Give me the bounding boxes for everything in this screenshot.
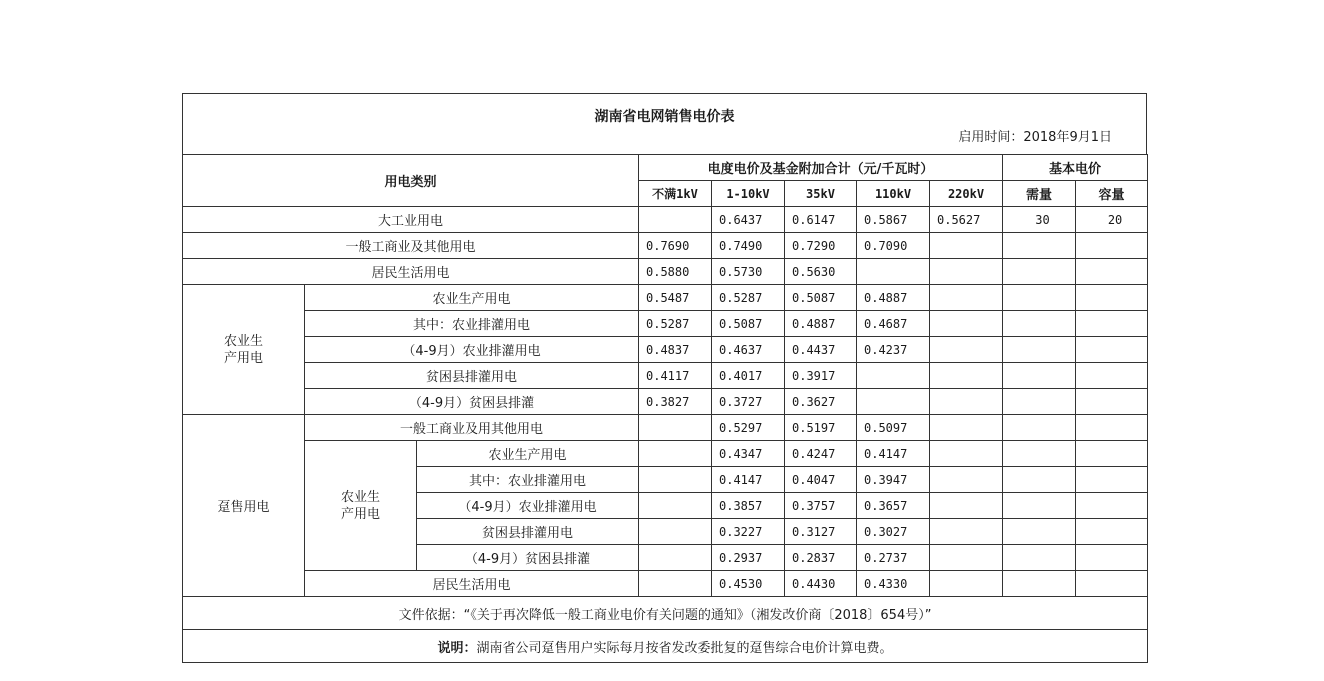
table-row [183,363,1148,389]
empty-cell [930,233,1003,259]
price-cell: 0.5087 [785,285,857,311]
table-row [183,571,1148,597]
energy-price-header: 电度电价及基金附加合计（元/千瓦时） [639,155,1003,181]
price-cell: 0.4330 [857,571,930,597]
row-label: 一般工商业及其他用电 [183,233,639,259]
empty-cell [639,519,712,545]
empty-cell [639,493,712,519]
voltage-220kv-header: 220kV [930,181,1003,207]
empty-cell [1076,415,1148,441]
table-row [183,259,1148,285]
empty-cell [930,441,1003,467]
price-cell: 0.4430 [785,571,857,597]
table-row [183,207,1148,233]
empty-cell [1076,285,1148,311]
table-row [183,285,1148,311]
empty-cell [930,389,1003,415]
price-cell: 0.3027 [857,519,930,545]
price-cell: 0.4347 [712,441,785,467]
price-cell: 0.2837 [785,545,857,571]
price-cell: 0.3627 [785,389,857,415]
row-label: 贫困县排灌用电 [305,363,639,389]
price-cell: 0.7690 [639,233,712,259]
price-cell: 0.3827 [639,389,712,415]
sheet-header [182,93,1147,155]
empty-cell [1003,467,1076,493]
demand-header: 需量 [1003,181,1076,207]
price-cell: 0.4687 [857,311,930,337]
header-row-1 [183,155,1148,181]
row-label: 其中：农业排灌用电 [417,467,639,493]
empty-cell [1003,285,1076,311]
note-text: 湖南省公司趸售用户实际每月按省发改委批复的趸售综合电价计算电费。 [476,640,893,656]
note-label: 说明： [437,640,477,656]
price-cell: 0.4147 [712,467,785,493]
price-cell: 0.3227 [712,519,785,545]
table-row [183,233,1148,259]
price-cell: 0.5197 [785,415,857,441]
footer-row [183,630,1148,663]
row-label: （4-9月）农业排灌用电 [305,337,639,363]
tariff-table [182,154,1148,663]
price-cell: 0.4887 [857,285,930,311]
agri-group-text: 农业生产用电 [223,333,263,366]
price-cell: 0.5627 [930,207,1003,233]
price-cell: 0.4837 [639,337,712,363]
price-cell: 0.7490 [712,233,785,259]
price-cell: 0.5297 [712,415,785,441]
price-cell: 0.3727 [712,389,785,415]
empty-cell [1076,467,1148,493]
row-label: 农业生产用电 [305,285,639,311]
price-cell: 0.4530 [712,571,785,597]
empty-cell [1076,363,1148,389]
empty-cell [1003,259,1076,285]
row-label: 其中：农业排灌用电 [305,311,639,337]
price-cell: 0.5630 [785,259,857,285]
table-row [183,441,1148,467]
empty-cell [1076,337,1148,363]
price-cell: 0.6147 [785,207,857,233]
note [183,630,1148,663]
agri-group-label [183,285,305,415]
category-header: 用电类别 [183,155,639,207]
empty-cell [930,493,1003,519]
row-label: 大工业用电 [183,207,639,233]
empty-cell [1003,233,1076,259]
price-cell: 0.3757 [785,493,857,519]
price-cell: 0.4237 [857,337,930,363]
price-cell: 0.4047 [785,467,857,493]
price-cell [639,207,712,233]
basic-price-header: 基本电价 [1003,155,1148,181]
table-row [183,337,1148,363]
empty-cell [930,311,1003,337]
price-cell: 0.7090 [857,233,930,259]
price-cell: 0.5287 [639,311,712,337]
empty-cell [930,571,1003,597]
voltage-1-10kv-header: 1-10kV [712,181,785,207]
price-cell: 0.5087 [712,311,785,337]
row-label: 居民生活用电 [183,259,639,285]
empty-cell [1076,441,1148,467]
price-cell: 0.3857 [712,493,785,519]
sheet-title: 湖南省电网销售电价表 [594,109,735,125]
empty-cell [1076,259,1148,285]
row-label: （4-9月）贫困县排灌 [305,389,639,415]
price-cell: 0.5880 [639,259,712,285]
tariff-sheet [182,93,1147,663]
price-cell: 0.3657 [857,493,930,519]
price-cell: 0.3947 [857,467,930,493]
wholesale-group-label: 趸售用电 [183,415,305,597]
empty-cell [857,389,930,415]
empty-cell [1003,493,1076,519]
price-cell: 0.4147 [857,441,930,467]
voltage-lt1kv-header: 不满1kV [639,181,712,207]
capacity-header: 容量 [1076,181,1148,207]
empty-cell [1003,571,1076,597]
price-cell: 0.5487 [639,285,712,311]
footer-row [183,597,1148,630]
empty-cell [639,571,712,597]
price-cell: 0.7290 [785,233,857,259]
price-cell [639,415,712,441]
empty-cell [1076,389,1148,415]
price-cell: 0.4247 [785,441,857,467]
empty-cell [930,415,1003,441]
empty-cell [1003,311,1076,337]
price-cell: 0.4437 [785,337,857,363]
row-label: 贫困县排灌用电 [417,519,639,545]
demand-cell: 30 [1003,207,1076,233]
empty-cell [639,545,712,571]
empty-cell [1003,337,1076,363]
row-label: 农业生产用电 [417,441,639,467]
empty-cell [1003,519,1076,545]
price-cell: 0.4117 [639,363,712,389]
price-cell: 0.5867 [857,207,930,233]
empty-cell [639,441,712,467]
table-row [183,415,1148,441]
price-cell: 0.5730 [712,259,785,285]
empty-cell [1003,415,1076,441]
price-cell: 0.2937 [712,545,785,571]
empty-cell [1003,441,1076,467]
empty-cell [1076,233,1148,259]
empty-cell [1076,571,1148,597]
row-label: （4-9月）贫困县排灌 [417,545,639,571]
empty-cell [857,363,930,389]
price-cell: 0.5287 [712,285,785,311]
row-label: （4-9月）农业排灌用电 [417,493,639,519]
table-row [183,311,1148,337]
empty-cell [930,259,1003,285]
empty-cell [1076,519,1148,545]
wholesale-agri-text: 农业生产用电 [340,489,380,522]
capacity-cell: 20 [1076,207,1148,233]
table-row [183,389,1148,415]
price-cell: 0.3127 [785,519,857,545]
price-cell: 0.4017 [712,363,785,389]
empty-cell [1076,545,1148,571]
empty-cell [930,363,1003,389]
empty-cell [930,519,1003,545]
empty-cell [930,467,1003,493]
empty-cell [1003,363,1076,389]
price-cell: 0.6437 [712,207,785,233]
price-cell: 0.2737 [857,545,930,571]
voltage-110kv-header: 110kV [857,181,930,207]
empty-cell [1076,311,1148,337]
empty-cell [930,545,1003,571]
empty-cell [1003,545,1076,571]
price-cell: 0.4637 [712,337,785,363]
row-label: 居民生活用电 [305,571,639,597]
empty-cell [857,259,930,285]
effective-date: 启用时间：2018年9月1日 [958,130,1112,145]
empty-cell [1003,389,1076,415]
empty-cell [930,285,1003,311]
row-label: 一般工商业及用其他用电 [305,415,639,441]
wholesale-agri-label [305,441,417,571]
empty-cell [1076,493,1148,519]
empty-cell [639,467,712,493]
empty-cell [930,337,1003,363]
price-cell: 0.4887 [785,311,857,337]
price-cell: 0.5097 [857,415,930,441]
document-basis: 文件依据：“《关于再次降低一般工商业电价有关问题的通知》（湘发改价商〔2018〕654号）” [183,597,1148,630]
price-cell: 0.3917 [785,363,857,389]
voltage-35kv-header: 35kV [785,181,857,207]
